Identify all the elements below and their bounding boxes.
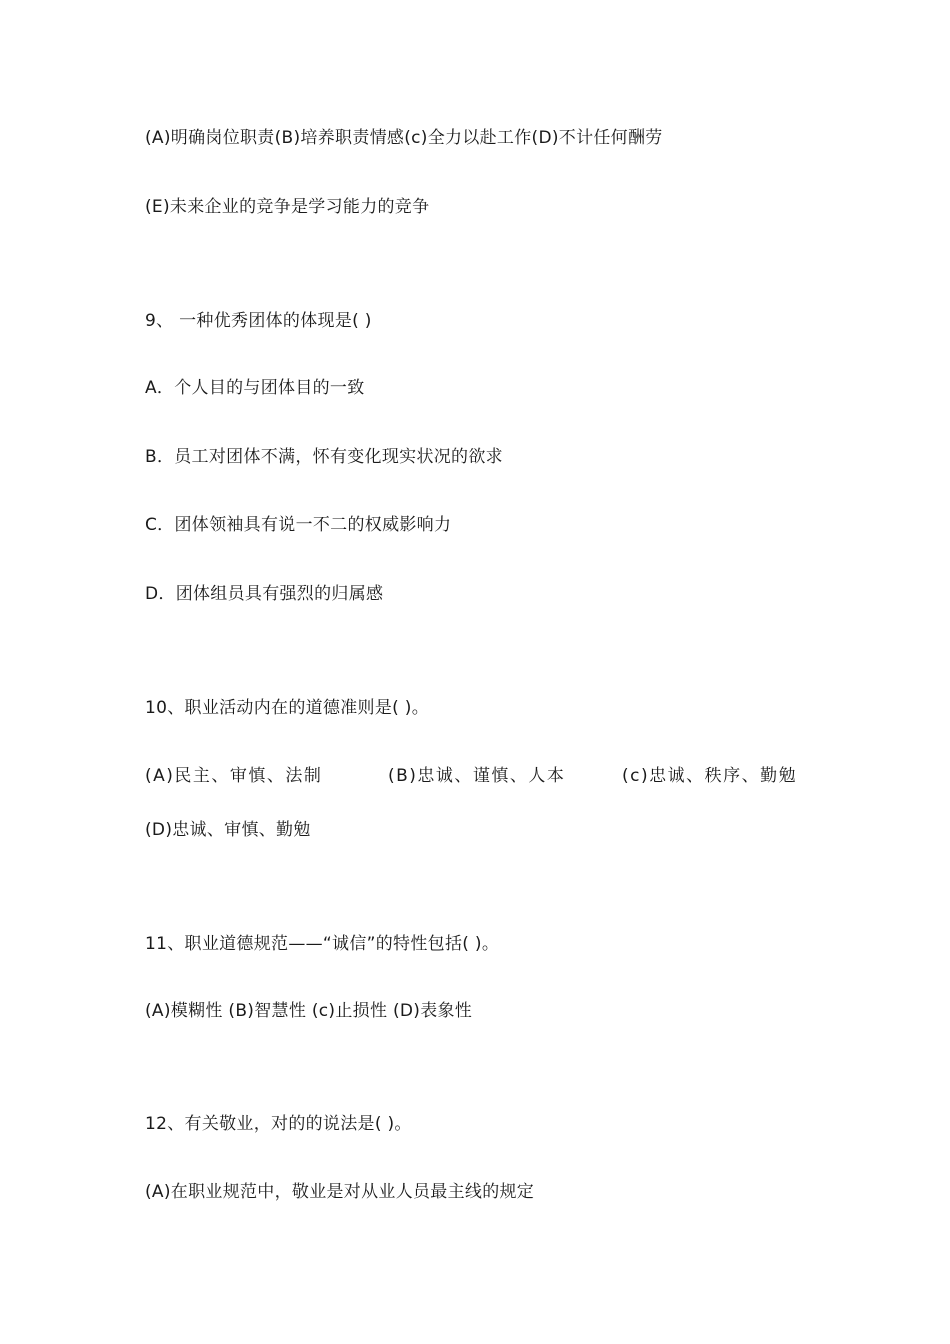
- q9-option-b: B．员工对团体不满，怀有变化现实状况的欲求: [145, 447, 503, 467]
- q10-option-c: (c)忠诚、秩序、勤勉: [622, 766, 798, 786]
- q11-options: (A)模糊性 (B)智慧性 (c)止损性 (D)表象性: [145, 1001, 473, 1021]
- q10-question: 10、职业活动内在的道德准则是( )。: [145, 698, 429, 718]
- q9-option-d: D．团体组员具有强烈的归属感: [145, 584, 384, 604]
- q10-option-b: (B)忠诚、谨慎、人本: [388, 766, 566, 786]
- q11-question: 11、职业道德规范——“诚信”的特性包括( )。: [145, 934, 500, 954]
- q8-option-e: (E)未来企业的竞争是学习能力的竞争: [145, 197, 430, 217]
- q12-question: 12、有关敬业，对的的说法是( )。: [145, 1114, 412, 1134]
- q10-option-a: (A)民主、审慎、法制: [145, 766, 323, 786]
- q12-option-a: (A)在职业规范中，敬业是对从业人员最主线的规定: [145, 1182, 535, 1202]
- q10-option-d: (D)忠诚、审慎、勤勉: [145, 820, 311, 840]
- q8-options-line: (A)明确岗位职责(B)培养职责情感(c)全力以赴工作(D)不计任何酬劳: [145, 128, 663, 148]
- q9-option-a: A．个人目的与团体目的一致: [145, 378, 365, 398]
- q9-option-c: C．团体领袖具有说一不二的权威影响力: [145, 515, 452, 535]
- q9-question: 9、 一种优秀团体的体现是( ): [145, 311, 372, 331]
